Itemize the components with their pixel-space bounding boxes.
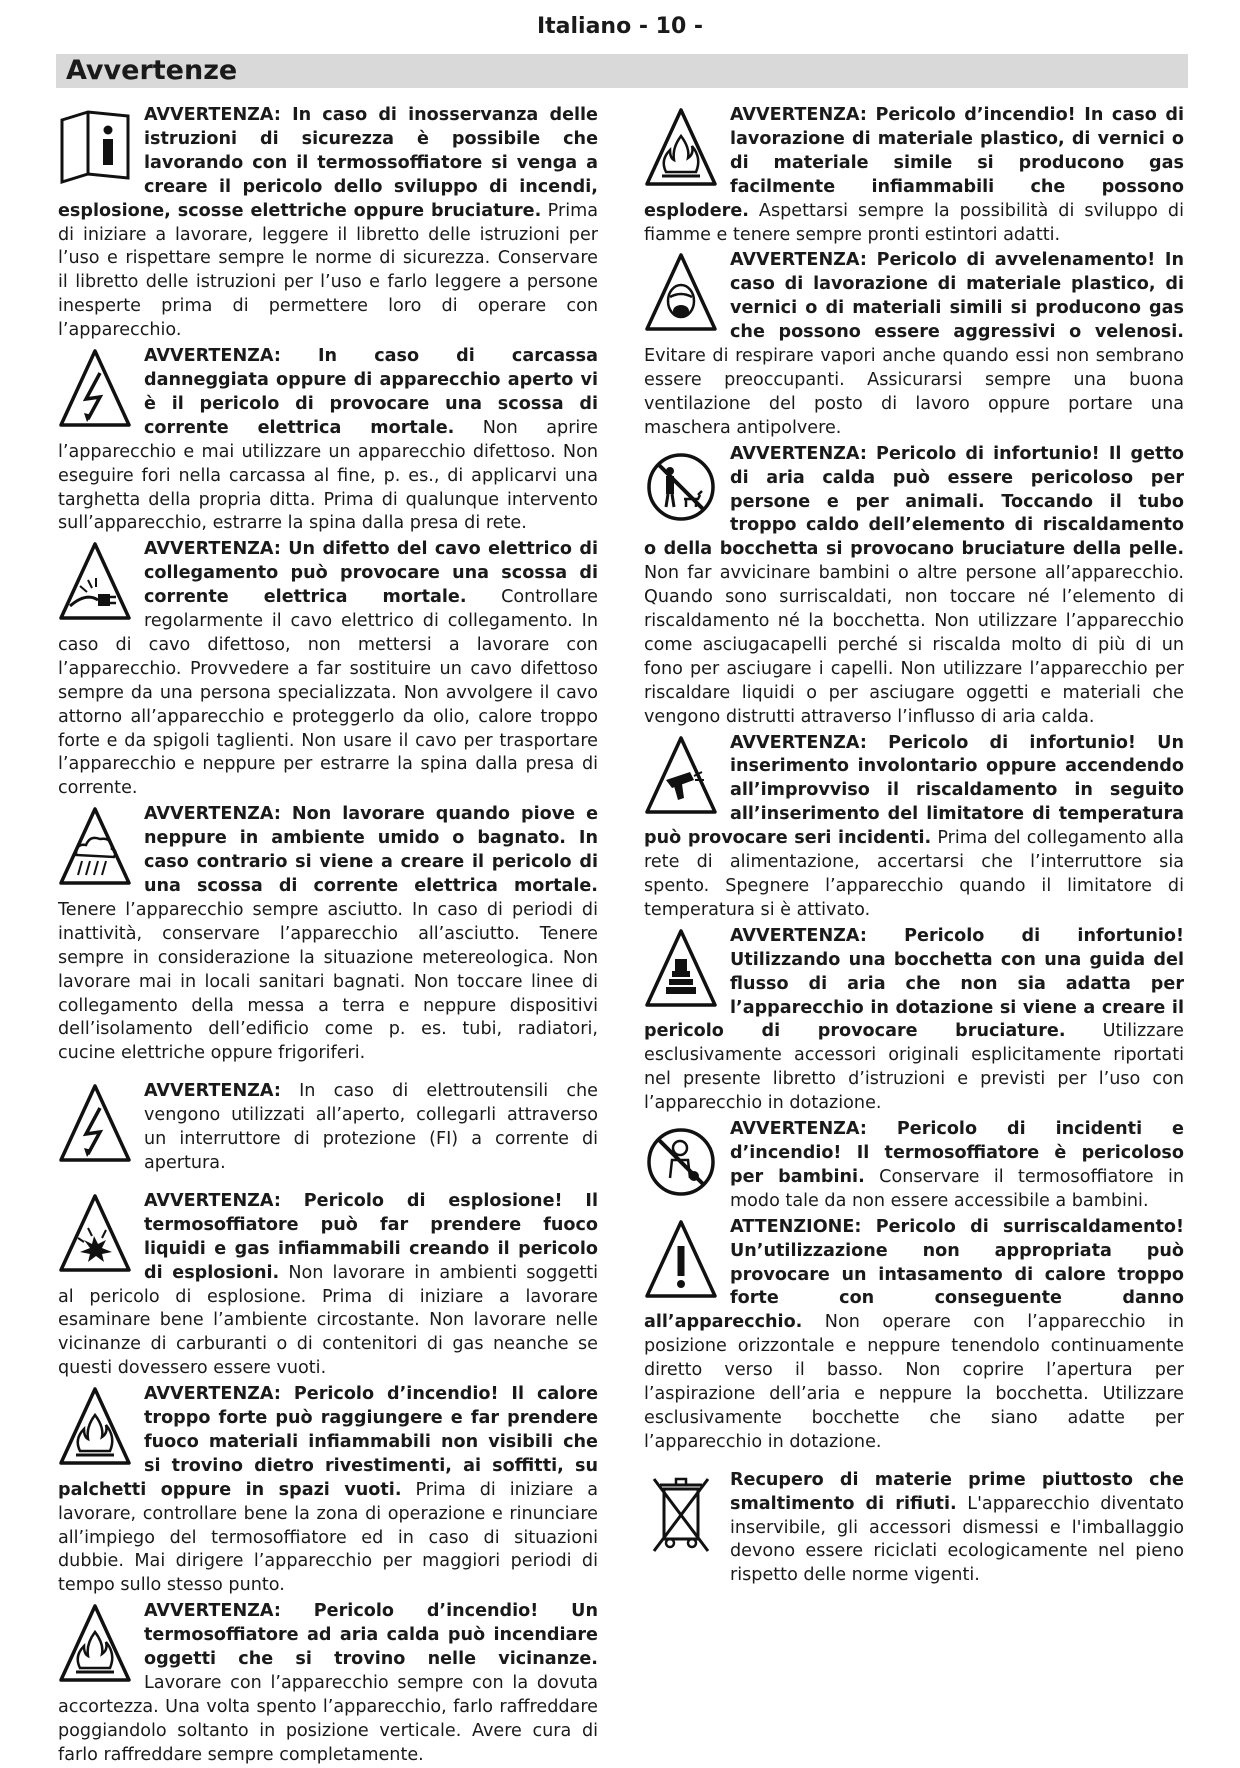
exclamation-warning-icon: [644, 1218, 722, 1306]
left-column: [58, 104, 599, 1765]
section-title: Avvertenze: [66, 55, 238, 86]
warning-cable: AVVERTENZA: Un difetto del cavo elettrico di collegamento può provocare una scossa di corrente elettrica mortale. Controllare regolarmente il cavo elettrico di collegamento. In caso di cavo difettoso, non mettersi a lavorare con l’apparecchio. Provvedere a far sostituire un cavo difettoso sempre da una persona specializzata. Non avvolgere il cavo attorno all’apparecchio e proteggerlo da olio, calore troppo forte e da spigoli taglienti. Non usare il cavo per trasportare l’apparecchio e neppure per estrarre la spina dalla presa di corrente.: [58, 539, 599, 799]
electric-shock-warning-icon: [58, 1082, 136, 1170]
recycling-bin-icon: [644, 1471, 722, 1565]
section-title-bar: [56, 54, 1188, 88]
warning-overheating: ATTENZIONE: Pericolo di surriscaldamento! Un’utilizzazione non appropriata può provocare un intasamento di calore troppo forte con conseguente danno all’apparecchio. Non operare con l’apparecchio in posizione orizzontale e neppure tenendolo continuamente diretto verso il basso. Non coprire l’apertura per l’aspirazione dell’aria e neppure la bocchetta. Utilizzare esclusivamente bocchette che siano adatte per l’apparecchio in dotazione.: [644, 1216, 1184, 1452]
warning-general: AVVERTENZA: In caso di inosservanza delle istruzioni di sicurezza è possibile che lavorando con il termossoffiatore si venga a creare il pericolo dello sviluppo di incendi, esplosione, scosse elettriche oppure bruciature. Prima di iniziare a lavorare, leggere il libretto delle istruzioni per l’uso e rispettare sempre le norme di sicurezza. Conservare il libretto delle istruzioni per l’uso e farlo leggere a persone inesperte prima di permettere loro di operare con l’apparecchio.: [58, 105, 598, 341]
fire-warning-icon: [58, 1602, 136, 1690]
damaged-cable-warning-icon: [58, 540, 136, 628]
nozzle-warning-icon: [644, 927, 722, 1015]
rain-warning-icon: [58, 805, 136, 893]
respirator-warning-icon: [644, 251, 722, 339]
warning-outdoor: AVVERTENZA: In caso di elettroutensili che vengono utilizzati all’aperto, collegarli attraverso un interruttore di protezione (FI) a corrente di apertura.: [58, 1080, 598, 1176]
right-column: [644, 104, 1184, 1664]
no-persons-animals-icon: [644, 445, 722, 533]
warning-poisoning: AVVERTENZA: Pericolo di avvelenamento! In caso di lavorazione di materiale plastico, di vernici o di materiali simili si producono gas che possono essere aggressivi o velenosi. Evitare di respirare vapori anche quando essi non sembrano essere preoccupanti. Assicurarsi sempre una buona ventilazione del posto di lavoro oppure portare una maschera antipolvere.: [644, 250, 1184, 438]
warning-hidden-fire: AVVERTENZA: Pericolo d’incendio! Il calore troppo forte può raggiungere e far prendere fuoco materiali infiammabili non visibili che si trovino dietro rivestimenti, ai soffitti, su palchetti oppure in spazi vuoti. Prima di iniziare a lavorare, controllare bene la zona di operazione e rinunciare all’impiego del termosoffiatore ed in caso di situazioni dubbie. Mai dirigere l’apparecchio per maggiori periodi di tempo sullo stesso punto.: [58, 1384, 598, 1596]
warning-damaged-housing: AVVERTENZA: In caso di carcassa danneggiata oppure di apparecchio aperto vi è il pericolo di provocare una scossa di corrente elettrica mortale. Non aprire l’apparecchio e mai utilizzare un apparecchio difettoso. Non eseguire fori nella carcassa al fine, p. es., di applicarvi una targhetta della propria ditta. Prima di qualunque intervento sull’apparecchio, estrarre la spina dalla presa di rete.: [58, 346, 598, 534]
recycling-notice: Recupero di materie prime piuttosto che smaltimento di rifiuti. L'apparecchio diventato inservibile, gli accessori dismessi e l'imballaggio devono essere riciclati ecologicamente nel pieno rispetto delle norme vigenti.: [644, 1469, 1184, 1589]
warning-nozzle: AVVERTENZA: Pericolo di infortunio! Utilizzando una bocchetta con una guida del flusso di aria che non sia adatta per l’apparecchio in dotazione si viene a creare il pericolo di provocare bruciature. Utilizzare esclusivamente accessori originali esplicitamente riportati nel presente libretto d’istruzioni e previsti per l’uso con l’apparecchio in dotazione.: [644, 925, 1184, 1114]
manual-info-icon: [58, 106, 136, 194]
no-children-icon: [644, 1120, 722, 1208]
fire-warning-icon: [58, 1385, 136, 1473]
heat-gun-warning-icon: [644, 734, 722, 822]
electric-shock-warning-icon: [58, 347, 136, 435]
warning-explosion: AVVERTENZA: Pericolo di esplosione! Il termosoffiatore può far prendere fuoco liquidi e gas infiammabili creando il pericolo di esplosioni. Non lavorare in ambienti soggetti al pericolo di esplosione. Prima di iniziare a lavorare esaminare bene l’ambiente circostante. Non lavorare nelle vicinanze di carburanti o di contenitori di gas neanche se questi dovessero essere vuoti.: [58, 1190, 598, 1379]
warning-rain: AVVERTENZA: Non lavorare quando piove e neppure in ambiente umido o bagnato. In caso contrario si viene a creare il pericolo di una scossa di corrente elettrica mortale. Tenere l’apparecchio sempre asciutto. In caso di periodi di inattività, conservare l’apparecchio all’asciutto. Tenere sempre in considerazione la situazione metereologica. Non lavorare mai in locali sanitari bagnati. Non toccare linee di collegamento della messa a terra e neppure dispositivi dell’isolamento dell’edificio come p. es. tubi, radiatori, cucine elettriche oppure frigoriferi.: [58, 804, 598, 1064]
warning-plastic-fire: AVVERTENZA: Pericolo d’incendio! In caso di lavorazione di materiale plastico, di vernici o di materiale simile si producono gas facilmente infiammabili che possono esplodere. Aspettarsi sempre la possibilità di sviluppo di fiamme e tenere sempre pronti estintori adatti.: [644, 105, 1184, 245]
warning-unintended-start: AVVERTENZA: Pericolo di infortunio! Un inserimento involontario oppure accendendo all’improvviso il riscaldamento in seguito all’inserimento del limitatore di temperatura può provocare seri incidenti. Prima del collegamento alla rete di alimentazione, accertarsi che l’interruttore sia spento. Spegnere l’apparecchio quando il limitatore di temperatura si è attivato.: [644, 732, 1184, 920]
fire-warning-icon: [644, 106, 722, 194]
warning-persons-animals: AVVERTENZA: Pericolo di infortunio! Il getto di aria calda può essere pericoloso per persone e per animali. Toccando il tubo troppo caldo dell’elemento di riscaldamento o della bocchetta si provocano bruciature della pelle. Non far avvicinare bambini o altre persone all’apparecchio. Quando sono surriscaldati, non toccare né l’elemento di riscaldamento né la bocchetta. Non utilizzare l’apparecchio come asciugacapelli perché si riscalda molto di più di un fono per asciugare i capelli. Non utilizzare l’apparecchio per riscaldare liquidi o per asciugare oggetti e materiali che vengono distrutti attraverso l’influsso di aria calda.: [644, 443, 1184, 727]
warning-nearby-fire: AVVERTENZA: Pericolo d’incendio! Un termosoffiatore ad aria calda può incendiare oggetti che si trovino nelle vicinanze. Lavorare con l’apparecchio sempre con la dovuta accortezza. Una volta spento l’apparecchio, farlo raffreddare poggiandolo soltanto in posizione verticale. Avere cura di farlo raffreddare sempre completamente.: [58, 1601, 598, 1765]
warning-children: AVVERTENZA: Pericolo di incidenti e d’incendio! Il termosoffiatore è pericoloso per bambini. Conservare il termosoffiatore in modo tale da non essere accessibile a bambini.: [644, 1118, 1184, 1214]
page-header: Italiano - 10 -: [536, 14, 704, 39]
explosion-warning-icon: [58, 1192, 136, 1280]
